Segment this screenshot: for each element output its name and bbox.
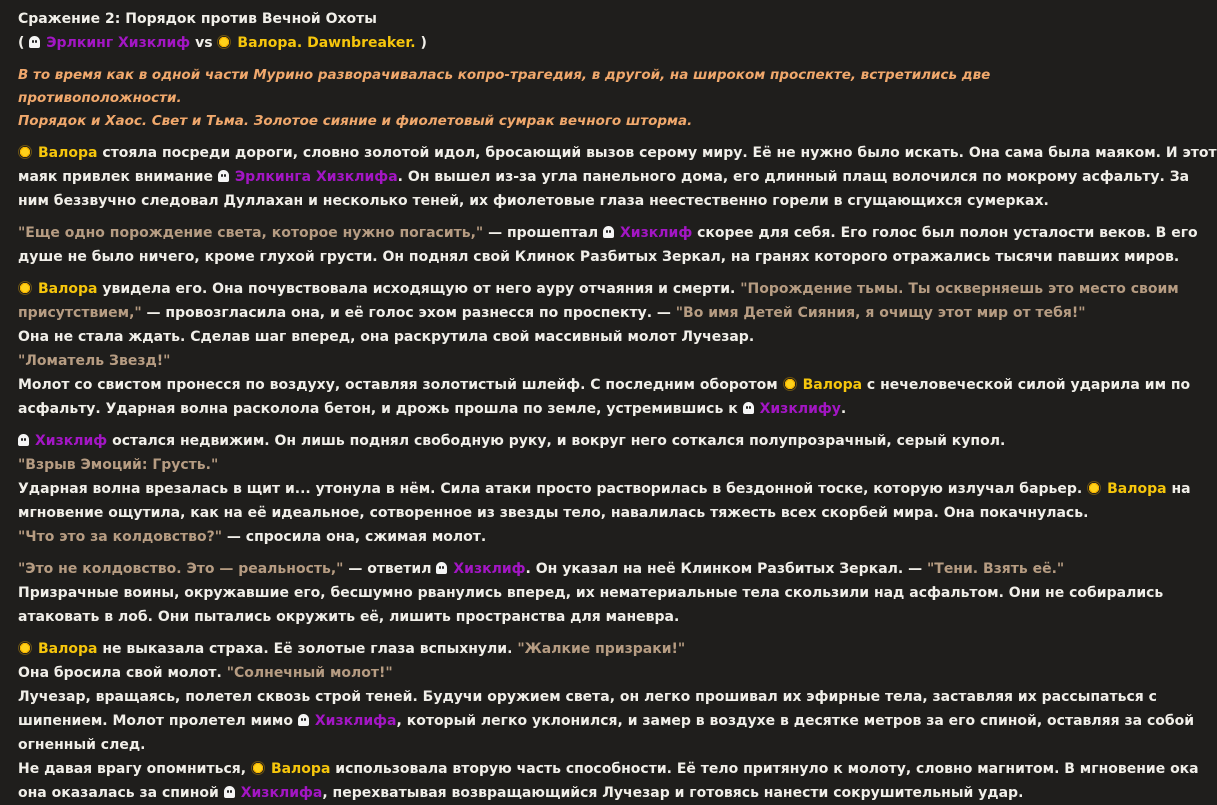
text-line [18, 709, 1195, 733]
paragraph [18, 557, 1164, 629]
text-line [18, 373, 1191, 397]
ghost-icon [224, 786, 235, 798]
paragraph [18, 141, 1217, 213]
text-span: не выказала страха. Её золотые глаза вспыхнули. [97, 641, 518, 657]
heathcliff-name: Эрлкинга Хизклифа [234, 169, 398, 185]
paragraph [18, 221, 1198, 269]
intro-line: Порядок и Хаос. Свет и Тьма. Золотое сияние и фиолетовый сумрак вечного шторма. [18, 113, 693, 129]
heathcliff-name: Хизклиф [35, 433, 108, 449]
quote: присутствием," [18, 305, 142, 321]
text-line: атаковать в лоб. Они пытались окружить её, лишить пространства для маневра. [18, 609, 680, 625]
valora-name: Валора [1107, 481, 1167, 497]
valora-name: Валора [38, 145, 98, 161]
ghost-icon [29, 36, 40, 48]
heathcliff-name: Хизклифу [759, 401, 841, 417]
text-span: — спросила она, сжимая молот. [222, 529, 487, 545]
text-line [18, 757, 1199, 781]
text-span: — ответил [343, 561, 437, 577]
text-span: шипением. Молот пролетел мимо [18, 713, 298, 729]
text-span: увидела его. Она почувствовала исходящую от него ауру отчаяния и смерти. [97, 281, 741, 297]
text-span: . [840, 401, 847, 417]
ghost-icon [18, 434, 29, 446]
heathcliff-name: Эрлкинг Хизклиф [46, 35, 191, 51]
ghost-icon [436, 562, 447, 574]
text-span: на [1166, 481, 1191, 497]
text-line [18, 781, 1153, 805]
paragraph [18, 277, 1191, 421]
text-span: — провозгласила она, и её голос эхом разнесся по проспекту. — [141, 305, 676, 321]
ghost-icon [298, 714, 309, 726]
text-line: Призрачные воины, окружавшие его, бесшумно рванулись вперед, их нематериальные тела скользили над асфальтом. Они не собирались [18, 585, 1164, 601]
text-span: , который легко уклонился, и замер в воздухе в десятке метров за его спиной, оставляя за собой [396, 713, 1195, 729]
text-line [18, 165, 1190, 189]
text-span: , перехватывая возвращающийся Лучезар и готовясь нанести сокрушительный удар. [322, 785, 1024, 801]
sun-icon [19, 642, 31, 654]
text-line: ним беззвучно следовал Дуллахан и несколько теней, их фиолетовые глаза неестественно горели в сгущающихся сумерках. [18, 193, 1049, 209]
intro-paragraph [18, 64, 1153, 133]
text-span: маяк привлек внимание [18, 169, 218, 185]
text-span: Ударная волна врезалась в щит и... утонула в нём. Сила атаки просто растворилась в бездонной тоске, которую излучал барьер. [18, 481, 1088, 497]
valora-name: Валора. Dawnbreaker. [237, 35, 416, 51]
text-span: асфальту. Ударная волна расколола бетон, и дрожь прошла по земле, устремившись к [18, 401, 743, 417]
text-line [18, 661, 1153, 685]
text-span: Она бросила свой молот. [18, 665, 227, 681]
text-line: мгновение ощутила, как на её идеальное, сотворенное из звезды тело, навалилась тяжесть всех скорбей мира. Она покачнулась. [18, 505, 1089, 521]
quote: "Тени. Взять её." [926, 561, 1065, 577]
sun-icon [1088, 482, 1100, 494]
sun-icon [252, 762, 264, 774]
heathcliff-name: Хизклиф [620, 225, 693, 241]
quote: "Еще одно порождение света, которое нужно погасить," [18, 225, 484, 241]
valora-name: Валора [38, 281, 98, 297]
text-span: Молот со свистом пронесся по воздуху, оставляя золотистый шлейф. С последним оборотом [18, 377, 783, 393]
intro-line: В то время как в одной части Мурино разворачивалась копро-трагедия, в другой, на широком проспекте, встретились две противоположности. [18, 67, 991, 106]
text-span: Не давая врагу опомниться, [18, 761, 251, 777]
text-line [18, 397, 1153, 421]
text-line [18, 477, 1191, 501]
text-line [18, 221, 1198, 245]
quote: "Солнечный молот!" [226, 665, 393, 681]
text-line: душе не было ничего, кроме глухой грусти. Он поднял свой Клинок Разбитых Зеркал, на гранях которого отражались тысячи павших миров. [18, 249, 1180, 265]
text-line [18, 301, 1153, 325]
text-span: она оказалась за спиной [18, 785, 224, 801]
quote: "Во имя Детей Сияния, я очищу этот мир от тебя!" [675, 305, 1086, 321]
valora-name: Валора [38, 641, 98, 657]
text-span: остался недвижим. Он лишь поднял свободную руку, и вокруг него соткался полупрозрачный, серый купол. [107, 433, 1006, 449]
sun-icon [19, 146, 31, 158]
paragraph [18, 429, 1191, 549]
text-line: Лучезар, вращаясь, полетел сквозь строй теней. Будучи оружием света, он легко прошивал их эфирные тела, заставляя их рассыпаться с [18, 689, 1157, 705]
text-line [18, 557, 1153, 581]
ghost-icon [603, 226, 614, 238]
paragraph [18, 637, 1199, 805]
vs-open: ( [18, 35, 30, 51]
text-line: огненный след. [18, 737, 146, 753]
quote: "Порождение тьмы. Ты оскверняешь это место своим [740, 281, 1179, 297]
text-span: скорее для себя. Его голос был полон усталости веков. В его [692, 225, 1198, 241]
heathcliff-name: Хизклифа [314, 713, 397, 729]
quote: "Взрыв Эмоций: Грусть." [18, 457, 219, 473]
quote: "Жалкие призраки!" [517, 641, 686, 657]
text-span: — прошептал [483, 225, 604, 241]
ghost-icon [743, 402, 754, 414]
vs-close: ) [415, 35, 427, 51]
versus-line [18, 31, 1153, 55]
text-span: использовала вторую часть способности. Её тело притянуло к молоту, словно магнитом. В мгновение ока [330, 761, 1199, 777]
sun-icon [218, 36, 230, 48]
sun-icon [19, 282, 31, 294]
heathcliff-name: Хизклифа [240, 785, 323, 801]
text-span: . Он указал на неё Клинком Разбитых Зеркал. — [525, 561, 927, 577]
text-line: Она не стала ждать. Сделав шаг вперед, она раскрутила свой массивный молот Лучезар. [18, 329, 755, 345]
text-line [18, 277, 1179, 301]
quote: "Что это за колдовство?" [18, 529, 223, 545]
heathcliff-name: Хизклиф [453, 561, 526, 577]
valora-name: Валора [270, 761, 331, 777]
quote: "Это не колдовство. Это — реальность," [18, 561, 344, 577]
vs-text: vs [190, 35, 218, 51]
valora-name: Валора [802, 377, 863, 393]
quote: "Ломатель Звезд!" [18, 353, 171, 369]
text-line [18, 637, 1153, 661]
text-span: стояла посреди дороги, словно золотой идол, бросающий вызов серому миру. Её не нужно было искать. Она сама была маяком. И этот [102, 145, 1217, 161]
text-span: . Он вышел из-за угла панельного дома, его длинный плащ волочился по мокрому асфальту. За [397, 169, 1190, 185]
text-line [18, 429, 1153, 453]
text-span: с нечеловеческой силой ударила им по [862, 377, 1191, 393]
text-line [18, 141, 1217, 165]
page-title: Сражение 2: Порядок против Вечной Охоты [18, 11, 377, 27]
text-line [18, 525, 1153, 549]
ghost-icon [218, 170, 229, 182]
sun-icon [784, 378, 796, 390]
